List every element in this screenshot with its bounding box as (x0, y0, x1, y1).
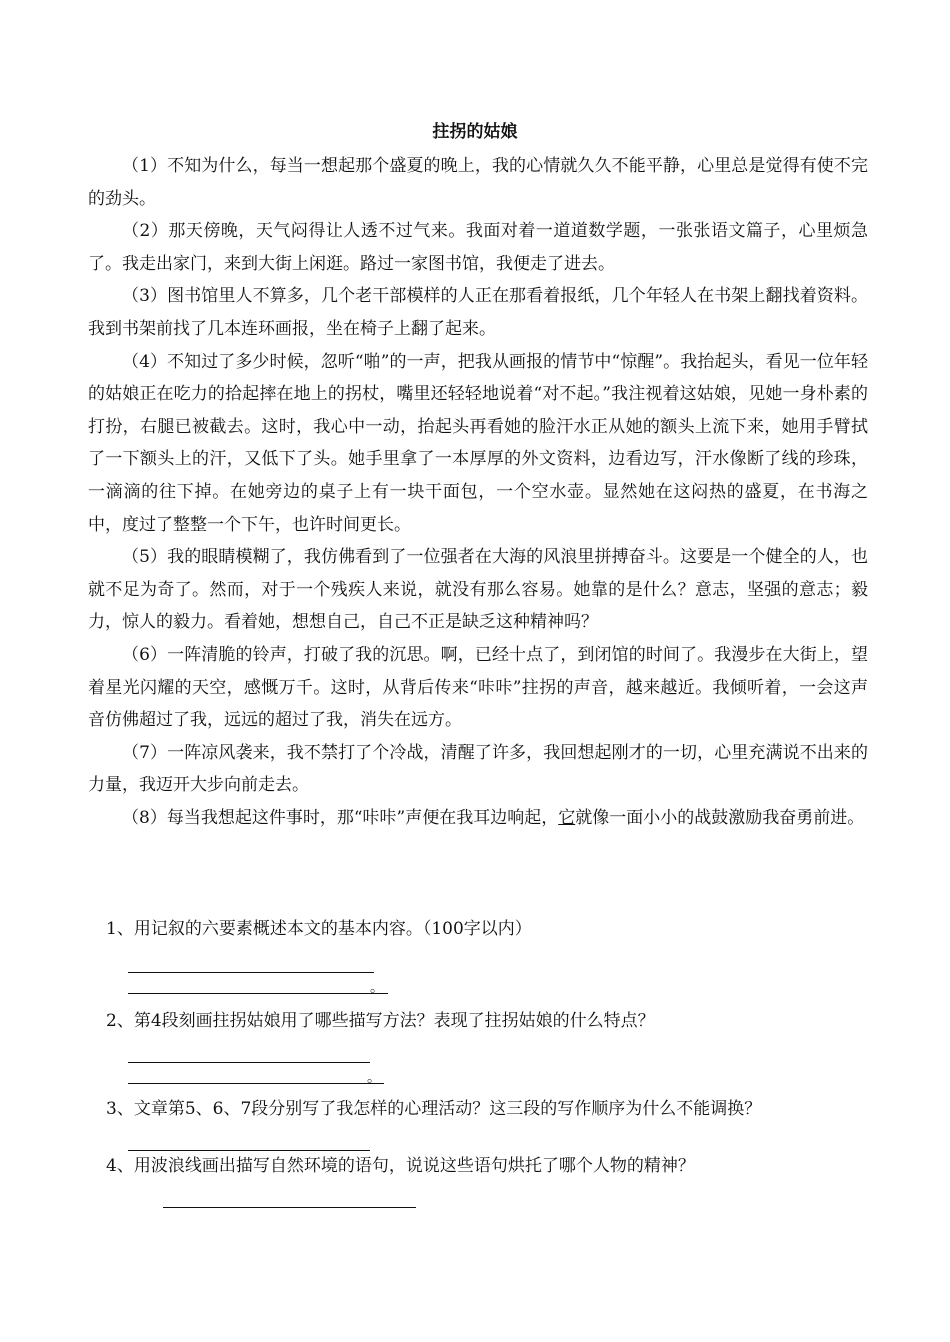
paragraph-4: （4）不知过了多少时候，忽听“啪”的一声，把我从画报的情节中“惊醒”。我抬起头，看见一位年轻的姑娘正在吃力的拾起摔在地上的拐杖，嘴里还轻轻地说着“对不起。”我注视着这姑娘，见她一身朴素的打扮，右腿已被截去。这时，我心中一动，抬起头再看她的脸汗水正从她的额头上流下来，她用手臂拭了一下额头上的汗，又低下了头。她手里拿了一本厚厚的外文资料，边看边写，汗水像断了线的珍珠，一滴滴的往下掉。在她旁边的桌子上有一块干面包，一个空水壶。显然她在这闷热的盛夏，在书海之中，度过了整整一个下午，也许时间更长。 (88, 351, 868, 535)
underlined-word: 它 (558, 807, 576, 828)
question-1: 1、用记叙的六要素概述本文的基本内容。（100字以内） (106, 919, 532, 939)
answer-line-1b[interactable] (128, 993, 388, 994)
paragraph-6: （6）一阵清脆的铃声，打破了我的沉思。啊，已经十点了，到闭馆的时间了。我漫步在大街上，望着星光闪耀的天空，感慨万千。这时，从背后传来“咔咔”拄拐的声音，越来越近。我倾听着，一会这声音仿佛超过了我，远远的超过了我，消失在远方。 (88, 644, 868, 731)
paragraph-5: （5）我的眼睛模糊了，我仿佛看到了一位强者在大海的风浪里拼搏奋斗。这要是一个健全的人，也就不足为奇了。然而，对于一个残疾人来说，就没有那么容易。她靠的是什么？意志，坚强的意志；毅力，惊人的毅力。看着她，想想自己，自己不正是缺乏这种精神吗？ (88, 547, 868, 633)
paragraph-7: （7）一阵凉风袭来，我不禁打了个冷战，清醒了许多，我回想起刚才的一切，心里充满说不出来的力量，我迈开大步向前走去。 (88, 742, 868, 796)
paragraph-8: （8）每当我想起这件事时，那“咔咔”声便在我耳边响起，它就像一面小小的战鼓激励我奋勇前进。 (122, 807, 865, 828)
page-title: 拄拐的姑娘 (432, 122, 518, 142)
answer-line-3[interactable] (128, 1150, 370, 1151)
answer-line-1a[interactable] (128, 972, 374, 973)
paragraph-3: （3）图书馆里人不算多，几个老干部模样的人正在那看着报纸，几个年轻人在书架上翻找着资料。我到书架前找了几本连环画报，坐在椅子上翻了起来。 (88, 286, 868, 339)
question-3: 3、文章第5、6、7段分别写了我怎样的心理活动？这三段的写作顺序为什么不能调换？ (106, 1099, 762, 1119)
question-4: 4、用波浪线画出描写自然环境的语句，说说这些语句烘托了哪个人物的精神？ (106, 1156, 695, 1176)
paragraph-2: （2）那天傍晚，天气闷得让人透不过气来。我面对着一道道数学题，一张张语文篇子，心里烦急了。我走出家门，来到大街上闲逛。路过一家图书馆，我便走了进去。 (88, 221, 868, 274)
answer-line-4[interactable] (163, 1207, 416, 1208)
answer-line-2b[interactable] (128, 1083, 384, 1084)
question-2: 2、第4段刻画拄拐姑娘用了哪些描写方法？表现了拄拐姑娘的什么特点？ (106, 1011, 655, 1031)
answer-end-mark-1: 。 (370, 980, 384, 996)
passage (88, 150, 868, 834)
paragraph-1: （1）不知为什么，每当一想起那个盛夏的晚上，我的心情就久久不能平静，心里总是觉得有使不完的劲头。 (88, 156, 868, 209)
answer-end-mark-2: 。 (367, 1070, 381, 1086)
answer-line-2a[interactable] (128, 1062, 370, 1063)
